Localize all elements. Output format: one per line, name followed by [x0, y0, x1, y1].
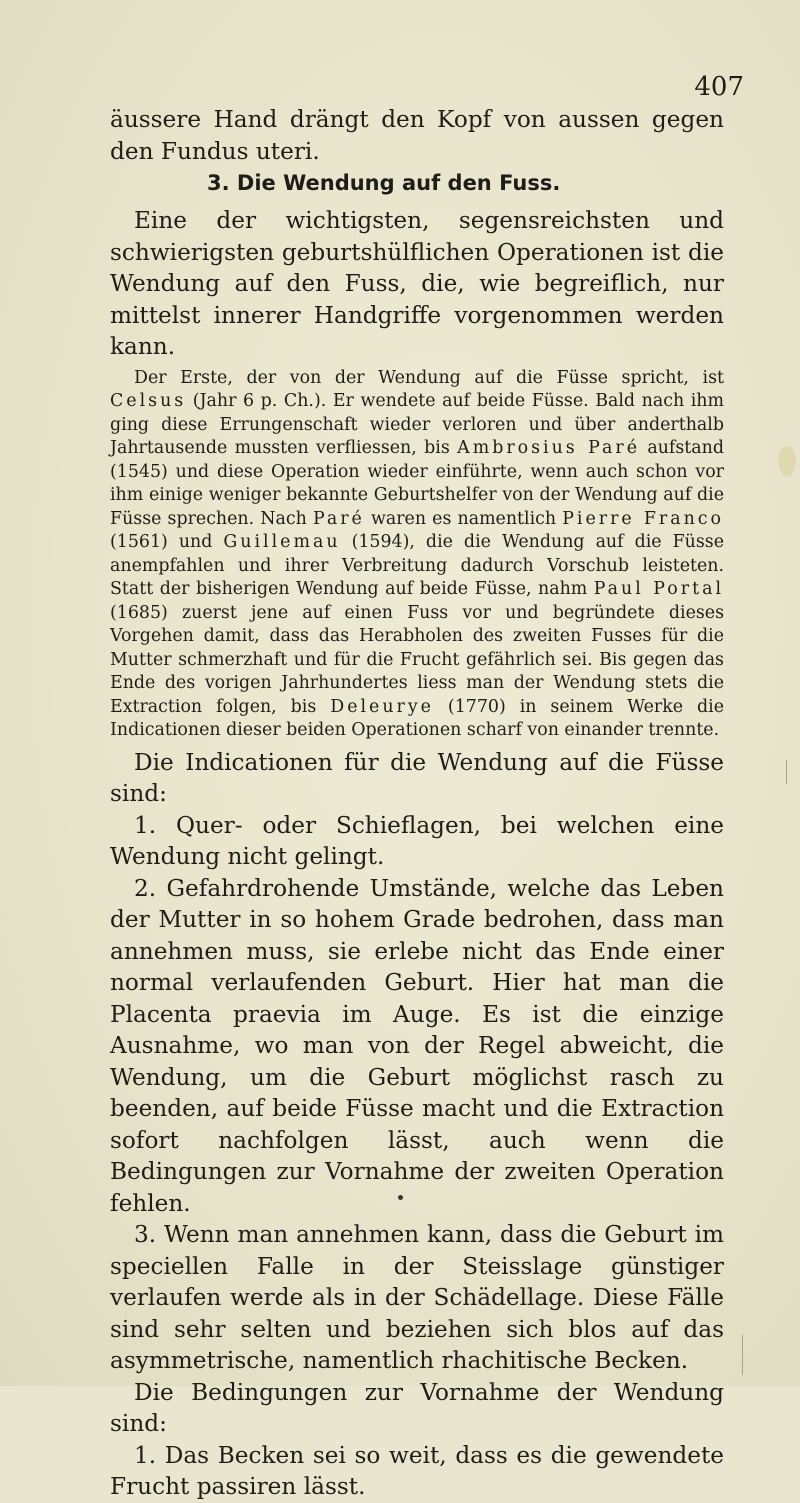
person-name: Paré — [312, 508, 365, 529]
indications-intro: Die Indicationen für die Wendung auf die Füsse sind: — [110, 748, 724, 807]
indication-item-3: 3. Wenn man annehmen kann, dass die Geburt im speciellen Falle in der Steisslage günstiger verlaufen werde als in der Schädellage. Diese Fälle sind sehr selten und beziehen sich blos auf das asymmetrische, namentlich rhachitische Becken. — [110, 1221, 724, 1374]
page-number: 407 — [694, 72, 744, 102]
indication-item-2: 2. Gefahrdrohende Umstände, welche das Leben der Mutter in so hohem Grade bedrohen, dass man annehmen muss, sie erlebe nicht das Ende einer normal verlaufenden Geburt. Hier hat man die Placenta praevia im Auge. Es ist die einzige Ausnahme, wo man von der Regel abweicht, die Wendung, um die Geburt möglichst rasch zu beenden, auf beide Füsse macht und die Extraction sofort nachfolgen lässt, auch wenn die Bedingungen zur Vornahme der zweiten Operation fehlen. — [110, 874, 724, 1217]
person-name: Deleurye — [330, 696, 434, 717]
person-name: Pierre Franco — [562, 508, 724, 529]
person-name: Ambrosius Paré — [457, 438, 640, 458]
scan-mark — [742, 1335, 743, 1375]
paragraph-continuation: äussere Hand drängt den Kopf von aussen gegen den Fundus uteri. — [110, 106, 724, 165]
page-body — [110, 104, 724, 1503]
indication-item-1: 1. Quer- oder Schieflagen, bei welchen eine Wendung nicht gelingt. — [110, 811, 724, 870]
history-text: aufstand (1545) und diese Operation wieder einführte, wenn auch schon vor ihm einige weniger bekannte Geburtshelfer von der Wendung auf die Füsse sprechen. Nach — [110, 438, 724, 529]
paragraph-intro: Eine der wichtigsten, segensreichsten und schwierigsten geburtshülflichen Operationen ist die Wendung auf den Fuss, die, wie begreiflich, nur mittelst innerer Handgriffe vorgenommen werden kann. — [110, 207, 724, 360]
history-text: waren es namentlich — [364, 508, 563, 529]
history-text: (Jahr 6 p. Ch.). Er wendete auf beide Füsse. Bald nach ihm ging diese Errungenschaft wieder verloren und über anderthalb Jahrtausende mussten verfliessen, bis — [110, 391, 724, 458]
condition-item-1: 1. Das Becken sei so weit, dass es die gewendete Frucht passiren lässt. — [110, 1441, 724, 1500]
ink-dot — [398, 1195, 403, 1200]
person-name: Guillemau — [223, 532, 341, 552]
section-heading: 3. Die Wendung auf den Fuss. — [207, 171, 561, 195]
paper-stain — [778, 446, 796, 476]
history-paragraph — [110, 367, 724, 743]
person-name: Celsus — [110, 391, 187, 411]
history-text: (1594), die die Wendung auf die Füsse anempfahlen und ihrer Verbreitung dadurch Vorschub leisteten. Statt der bisherigen Wendung auf beide Füsse, nahm — [110, 532, 724, 599]
history-text: (1561) und — [110, 532, 224, 552]
person-name: Paul Portal — [593, 579, 725, 599]
history-text: Der Erste, der von der Wendung auf die Füsse spricht, ist — [134, 367, 724, 388]
history-text: (1770) in seinem Werke die Indicationen dieser beiden Operationen scharf von einander trennte. — [110, 696, 724, 740]
history-text: (1685) zuerst jene auf einen Fuss vor und begründete dieses Vorgehen damit, dass das Herabholen des zweiten Fusses für die Mutter schmerzhaft und für die Frucht gefährlich sei. Bis gegen das Ende des vorigen Jahrhundertes liess man der Wendung stets die Extraction folgen, bis — [110, 602, 724, 717]
scan-mark — [786, 760, 787, 784]
conditions-intro: Die Bedingungen zur Vornahme der Wendung sind: — [110, 1378, 724, 1437]
